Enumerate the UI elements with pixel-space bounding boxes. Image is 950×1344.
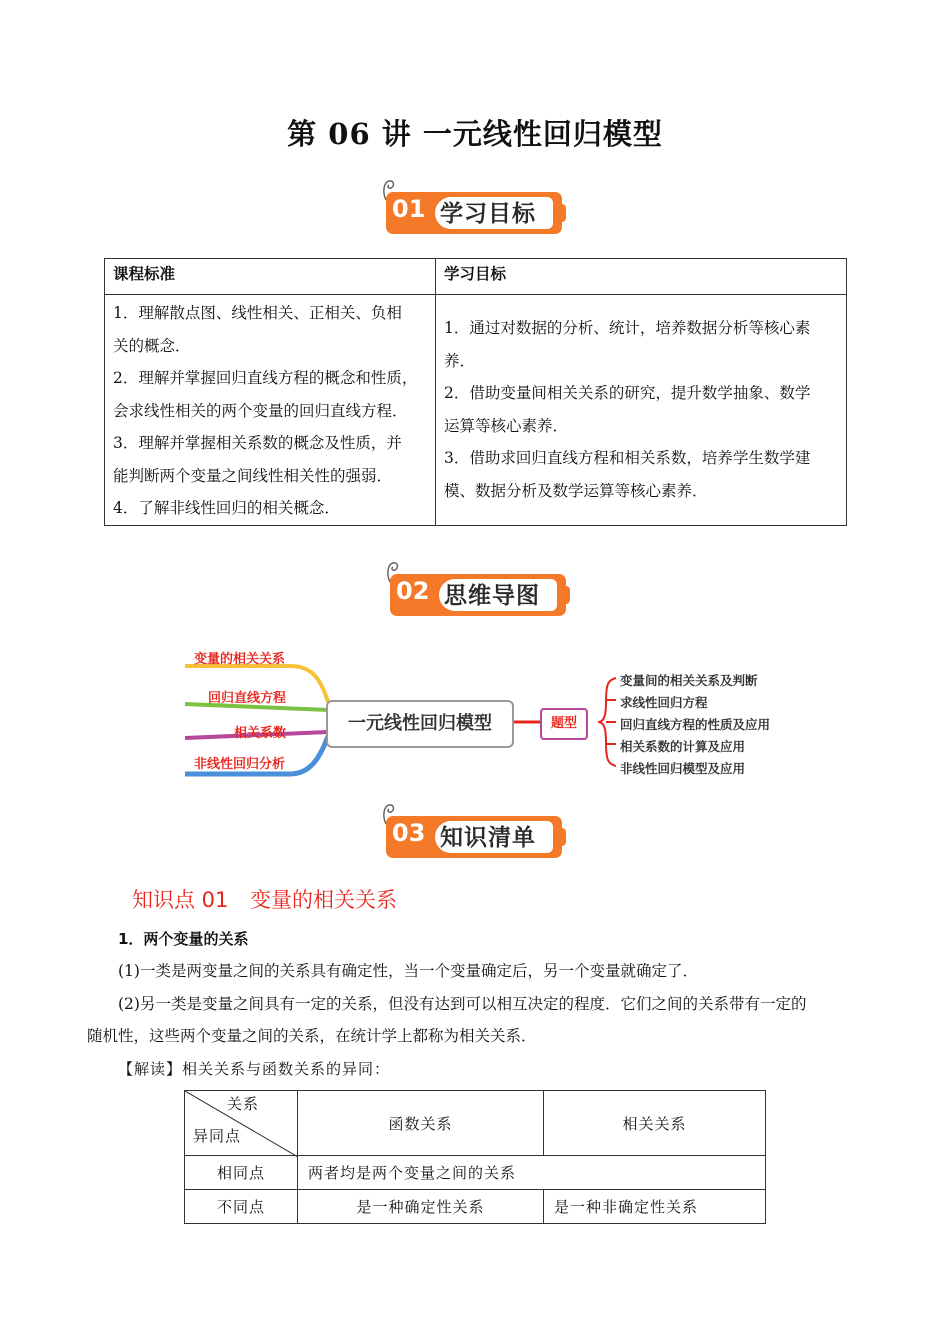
section-number: 02 [396, 577, 430, 605]
course-standard-line: 1．理解散点图、线性相关、正相关、负相 [113, 304, 402, 322]
learning-goals-cell [436, 295, 847, 526]
header-learning-goals: 学习目标 [436, 259, 847, 295]
learning-goal-line: 2．借助变量间相关关系的研究，提升数学抽象、数学 [444, 384, 811, 403]
diag-top-label: 关系 [227, 1095, 260, 1113]
course-standard-line: 会求线性相关的两个变量的回归直线方程． [113, 401, 408, 420]
section-label: 思维导图 [444, 583, 540, 609]
note: 【解读】相关关系与函数关系的异同： [118, 1060, 391, 1078]
learning-goal-line: 模、数据分析及数学运算等核心素养． [444, 481, 708, 500]
learning-goal-line: 1．通过对数据的分析、统计，培养数据分析等核心素 [444, 319, 811, 338]
subheading: 1．两个变量的关系 [118, 930, 249, 948]
header-correlation: 相关关系 [544, 1091, 766, 1156]
mindmap-right-item: 变量间的相关关系及判断 [620, 673, 758, 688]
knowledge-point-heading [132, 884, 397, 914]
header-course-standard: 课程标准 [105, 259, 436, 295]
section-label: 学习目标 [440, 201, 536, 227]
row-label-same: 相同点 [185, 1156, 298, 1190]
paragraph: (2)另一类是变量之间具有一定的关系，但没有达到可以相互决定的程度．它们之间的关系带有一定的 [118, 995, 807, 1013]
row-value-corr: 是一种非确定性关系 [544, 1190, 766, 1224]
mindmap-left-item: 回归直线方程 [208, 691, 287, 706]
paragraph: (1)一类是两变量之间的关系具有确定性，当一个变量确定后，另一个变量就确定了． [118, 962, 698, 980]
comparison-table [184, 1090, 766, 1224]
section-label: 知识清单 [440, 825, 536, 851]
row-value-func: 是一种确定性关系 [298, 1190, 544, 1224]
header-function: 函数关系 [298, 1091, 544, 1156]
section-banner-03 [380, 802, 566, 860]
learning-goal-line: 运算等核心素养． [444, 416, 569, 435]
mindmap-center-node: 一元线性回归模型 [326, 700, 514, 748]
objectives-table [104, 258, 847, 526]
mindmap-left-item: 非线性回归分析 [194, 757, 286, 772]
section-banner-02 [384, 560, 570, 618]
course-standard-line: 2．理解并掌握回归直线方程的概念和性质， [113, 369, 418, 387]
section-number: 01 [392, 195, 426, 223]
learning-goal-line: 养． [444, 351, 476, 370]
course-standard-line: 关的概念． [113, 336, 191, 355]
row-label-diff: 不同点 [185, 1190, 298, 1224]
knowledge-point-number: 知识点 01 [132, 888, 229, 912]
mindmap-right-item: 求线性回归方程 [620, 695, 708, 710]
section-number: 03 [392, 819, 426, 847]
mindmap-right-item: 非线性回归模型及应用 [620, 761, 746, 776]
course-standard-line: 3．理解并掌握相关系数的概念及性质，并 [113, 434, 402, 452]
paragraph: 随机性，这些两个变量之间的关系，在统计学上都称为相关关系． [87, 1027, 537, 1045]
course-standard-line: 4．了解非线性回归的相关概念． [113, 499, 340, 517]
mindmap-right-item: 相关系数的计算及应用 [620, 739, 746, 754]
course-standard-line: 能判断两个变量之间线性相关性的强弱． [113, 466, 393, 485]
knowledge-point-title: 变量的相关关系 [250, 888, 397, 912]
diagonal-header-cell [185, 1091, 298, 1156]
diag-bottom-label: 异同点 [193, 1127, 242, 1145]
mindmap-left-item: 变量的相关关系 [194, 652, 286, 667]
section-banner-01 [380, 178, 566, 236]
mindmap-right-item: 回归直线方程的性质及应用 [620, 717, 771, 732]
mindmap-left-item: 相关系数 [234, 726, 287, 741]
page-title: 第 06 讲 一元线性回归模型 [287, 117, 663, 151]
mindmap-hub-node: 题型 [540, 708, 588, 740]
learning-goal-line: 3．借助求回归直线方程和相关系数，培养学生数学建 [444, 449, 811, 468]
row-value-same: 两者均是两个变量之间的关系 [298, 1156, 766, 1190]
course-standard-cell [105, 295, 436, 526]
